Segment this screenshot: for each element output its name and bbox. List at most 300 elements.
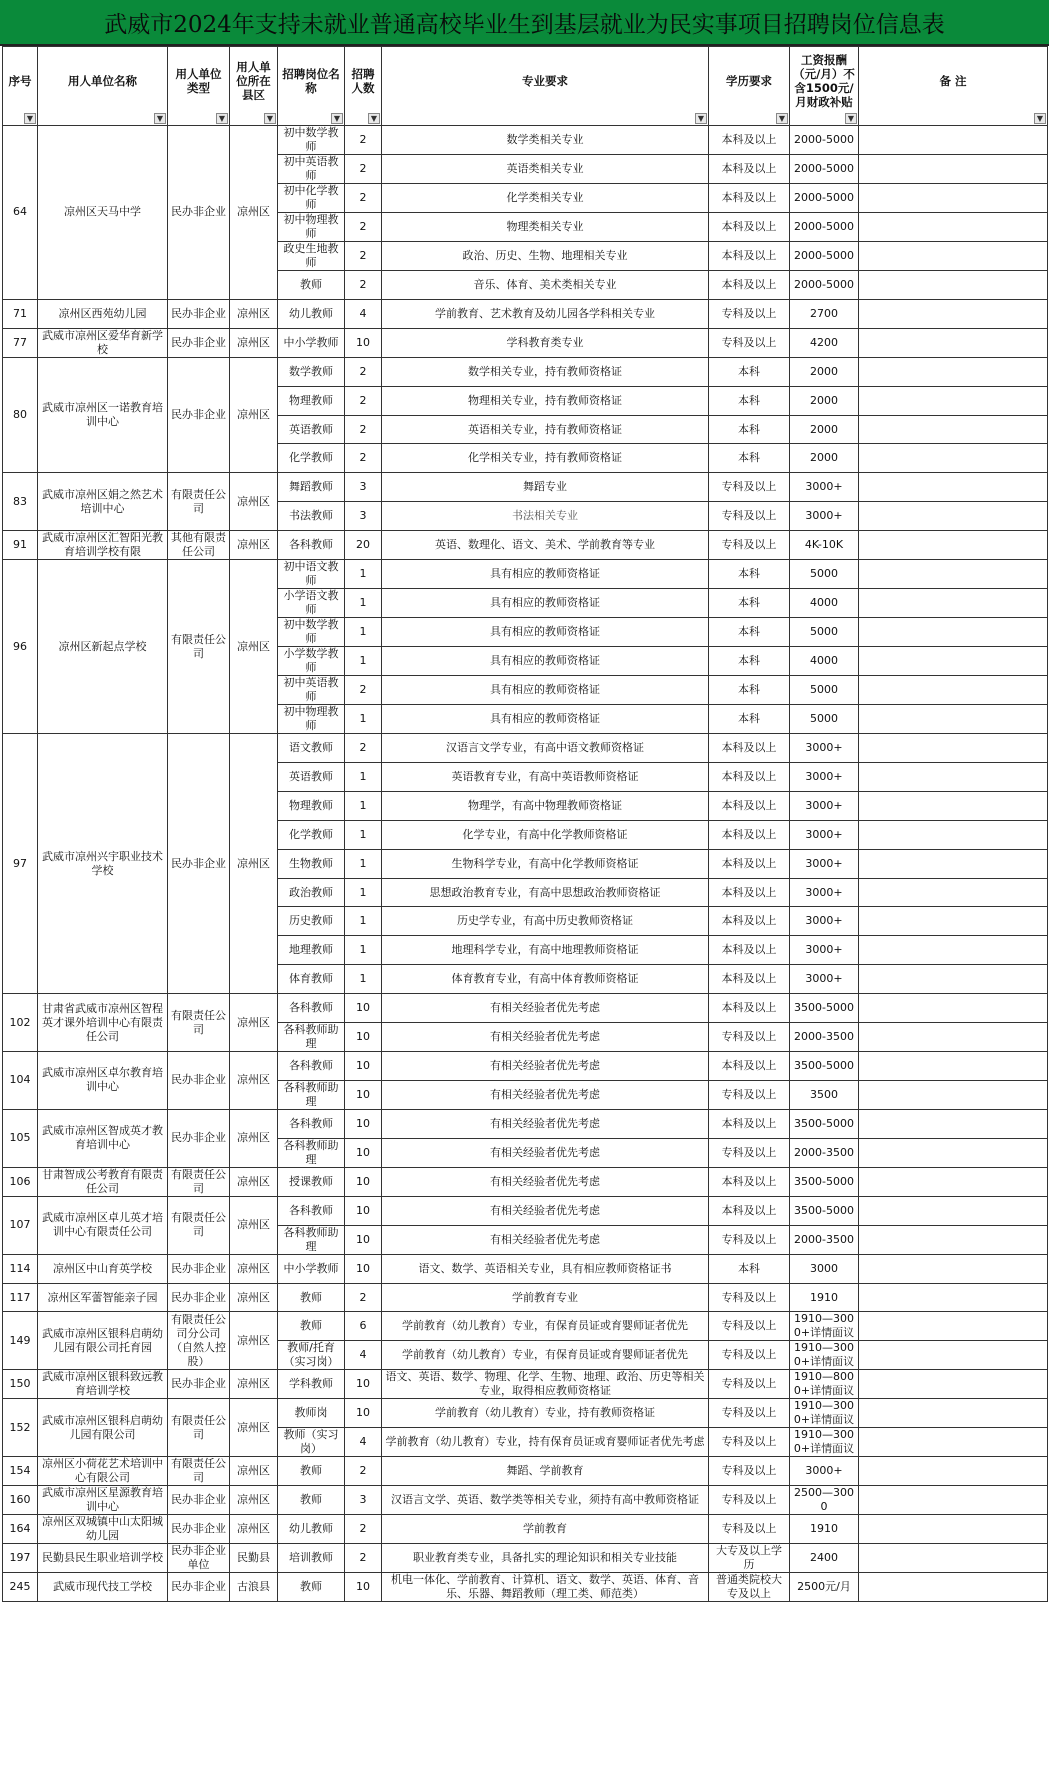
cell-education: 本科及以上 bbox=[709, 126, 790, 155]
cell-count: 2 bbox=[345, 415, 382, 444]
cell-education: 专科及以上 bbox=[709, 1486, 790, 1515]
cell-position: 教师 bbox=[278, 1312, 345, 1341]
cell-county: 凉州区 bbox=[230, 1515, 278, 1544]
cell-major: 舞蹈专业 bbox=[382, 473, 709, 502]
cell-major: 有相关经验者优先考虑 bbox=[382, 1138, 709, 1167]
cell-count: 10 bbox=[345, 1138, 382, 1167]
cell-no: 105 bbox=[3, 1109, 38, 1167]
cell-position: 英语教师 bbox=[278, 415, 345, 444]
col-header-unit: 用人单位名称 ▼ bbox=[38, 47, 168, 126]
cell-type: 其他有限责任公司 bbox=[168, 531, 230, 560]
cell-remarks bbox=[859, 705, 1048, 734]
cell-county: 凉州区 bbox=[230, 1457, 278, 1486]
recruitment-table bbox=[2, 46, 1048, 1602]
cell-remarks bbox=[859, 1283, 1048, 1312]
cell-county: 凉州区 bbox=[230, 531, 278, 560]
cell-remarks bbox=[859, 965, 1048, 994]
cell-remarks bbox=[859, 502, 1048, 531]
cell-position: 教师 bbox=[278, 1486, 345, 1515]
cell-remarks bbox=[859, 213, 1048, 242]
filter-dropdown-icon[interactable]: ▼ bbox=[776, 113, 788, 124]
cell-education: 专科及以上 bbox=[709, 1428, 790, 1457]
cell-remarks bbox=[859, 763, 1048, 792]
cell-salary: 2000 bbox=[790, 444, 859, 473]
cell-unit: 凉州区天马中学 bbox=[38, 126, 168, 300]
cell-remarks bbox=[859, 271, 1048, 300]
cell-position: 历史教师 bbox=[278, 907, 345, 936]
cell-unit: 甘肃省武威市凉州区智程英才课外培训中心有限责任公司 bbox=[38, 994, 168, 1052]
cell-count: 1 bbox=[345, 965, 382, 994]
cell-remarks bbox=[859, 1138, 1048, 1167]
cell-remarks bbox=[859, 907, 1048, 936]
cell-count: 2 bbox=[345, 155, 382, 184]
cell-education: 本科及以上 bbox=[709, 965, 790, 994]
table-row bbox=[3, 560, 1048, 589]
cell-type: 有限责任公司 bbox=[168, 560, 230, 734]
cell-remarks bbox=[859, 1341, 1048, 1370]
filter-dropdown-icon[interactable]: ▼ bbox=[264, 113, 276, 124]
cell-position: 政治教师 bbox=[278, 878, 345, 907]
table-body bbox=[3, 126, 1048, 1602]
cell-type: 有限责任公司 bbox=[168, 1457, 230, 1486]
cell-position: 物理教师 bbox=[278, 386, 345, 415]
cell-education: 本科 bbox=[709, 357, 790, 386]
cell-count: 1 bbox=[345, 618, 382, 647]
cell-education: 本科及以上 bbox=[709, 734, 790, 763]
cell-county: 凉州区 bbox=[230, 1167, 278, 1196]
cell-salary: 5000 bbox=[790, 560, 859, 589]
cell-no: 107 bbox=[3, 1196, 38, 1254]
cell-remarks bbox=[859, 1544, 1048, 1573]
cell-major: 物理学，有高中物理教师资格证 bbox=[382, 791, 709, 820]
cell-unit: 凉州区军蕾智能亲子园 bbox=[38, 1283, 168, 1312]
filter-dropdown-icon[interactable]: ▼ bbox=[1034, 113, 1046, 124]
table-row bbox=[3, 357, 1048, 386]
cell-salary: 3000+ bbox=[790, 473, 859, 502]
col-header-type: 用人单位类型 ▼ bbox=[168, 47, 230, 126]
cell-major: 数学类相关专业 bbox=[382, 126, 709, 155]
cell-salary: 4K-10K bbox=[790, 531, 859, 560]
cell-count: 1 bbox=[345, 560, 382, 589]
cell-education: 本科 bbox=[709, 589, 790, 618]
cell-type: 民办非企业 bbox=[168, 1370, 230, 1399]
table-row bbox=[3, 473, 1048, 502]
cell-unit: 武威市凉州区卓儿英才培训中心有限责任公司 bbox=[38, 1196, 168, 1254]
cell-salary: 2000-3500 bbox=[790, 1138, 859, 1167]
cell-count: 1 bbox=[345, 820, 382, 849]
filter-dropdown-icon[interactable]: ▼ bbox=[154, 113, 166, 124]
cell-count: 20 bbox=[345, 531, 382, 560]
cell-type: 民办非企业 bbox=[168, 1052, 230, 1110]
cell-unit: 民勤县民生职业培训学校 bbox=[38, 1544, 168, 1573]
cell-count: 3 bbox=[345, 1486, 382, 1515]
cell-type: 民办非企业单位 bbox=[168, 1544, 230, 1573]
cell-remarks bbox=[859, 184, 1048, 213]
cell-education: 本科及以上 bbox=[709, 878, 790, 907]
cell-major: 思想政治教育专业，有高中思想政治教师资格证 bbox=[382, 878, 709, 907]
cell-position: 幼儿教师 bbox=[278, 299, 345, 328]
cell-no: 77 bbox=[3, 328, 38, 357]
cell-education: 专科及以上 bbox=[709, 1515, 790, 1544]
cell-count: 2 bbox=[345, 676, 382, 705]
cell-major: 学前教育、艺术教育及幼儿园各学科相关专业 bbox=[382, 299, 709, 328]
cell-position: 体育教师 bbox=[278, 965, 345, 994]
cell-count: 1 bbox=[345, 791, 382, 820]
cell-major: 有相关经验者优先考虑 bbox=[382, 1080, 709, 1109]
cell-salary: 3000+ bbox=[790, 849, 859, 878]
cell-position: 教师岗 bbox=[278, 1399, 345, 1428]
table-row bbox=[3, 328, 1048, 357]
cell-major: 学科教育类专业 bbox=[382, 328, 709, 357]
cell-position: 化学教师 bbox=[278, 820, 345, 849]
cell-count: 2 bbox=[345, 1457, 382, 1486]
cell-unit: 武威市凉州区卓尔教育培训中心 bbox=[38, 1052, 168, 1110]
cell-remarks bbox=[859, 1370, 1048, 1399]
cell-salary: 1910—8000+详情面议 bbox=[790, 1370, 859, 1399]
table-row bbox=[3, 1283, 1048, 1312]
cell-major: 学前教育（幼儿教育）专业，有保育员证或育婴师证者优先 bbox=[382, 1341, 709, 1370]
cell-type: 民办非企业 bbox=[168, 1109, 230, 1167]
cell-major: 数学相关专业，持有教师资格证 bbox=[382, 357, 709, 386]
cell-position: 培训教师 bbox=[278, 1544, 345, 1573]
cell-major: 具有相应的教师资格证 bbox=[382, 618, 709, 647]
cell-remarks bbox=[859, 1052, 1048, 1081]
cell-no: 91 bbox=[3, 531, 38, 560]
cell-education: 本科及以上 bbox=[709, 1196, 790, 1225]
cell-major: 有相关经验者优先考虑 bbox=[382, 994, 709, 1023]
cell-no: 164 bbox=[3, 1515, 38, 1544]
filter-dropdown-icon[interactable]: ▼ bbox=[24, 113, 36, 124]
cell-count: 2 bbox=[345, 1283, 382, 1312]
cell-county: 凉州区 bbox=[230, 1254, 278, 1283]
cell-count: 10 bbox=[345, 994, 382, 1023]
cell-remarks bbox=[859, 242, 1048, 271]
cell-salary: 3000 bbox=[790, 1254, 859, 1283]
cell-salary: 3000+ bbox=[790, 502, 859, 531]
cell-count: 2 bbox=[345, 213, 382, 242]
table-row bbox=[3, 1399, 1048, 1428]
cell-count: 1 bbox=[345, 763, 382, 792]
col-header-major: 专业要求 ▼ bbox=[382, 47, 709, 126]
cell-no: 150 bbox=[3, 1370, 38, 1399]
cell-education: 本科及以上 bbox=[709, 1109, 790, 1138]
cell-position: 教师 bbox=[278, 1573, 345, 1602]
cell-no: 154 bbox=[3, 1457, 38, 1486]
cell-count: 10 bbox=[345, 1023, 382, 1052]
cell-salary: 3000+ bbox=[790, 820, 859, 849]
cell-salary: 3500-5000 bbox=[790, 1196, 859, 1225]
cell-salary: 2000-5000 bbox=[790, 155, 859, 184]
cell-county: 凉州区 bbox=[230, 1486, 278, 1515]
cell-major: 具有相应的教师资格证 bbox=[382, 705, 709, 734]
cell-count: 4 bbox=[345, 1428, 382, 1457]
cell-count: 2 bbox=[345, 1515, 382, 1544]
col-header-county: 用人单位所在县区 ▼ bbox=[230, 47, 278, 126]
table-row bbox=[3, 1167, 1048, 1196]
cell-type: 民办非企业 bbox=[168, 734, 230, 994]
cell-count: 2 bbox=[345, 734, 382, 763]
cell-salary: 3500-5000 bbox=[790, 1109, 859, 1138]
cell-education: 本科 bbox=[709, 444, 790, 473]
cell-major: 英语、数理化、语文、美术、学前教育等专业 bbox=[382, 531, 709, 560]
cell-remarks bbox=[859, 1486, 1048, 1515]
cell-remarks bbox=[859, 1080, 1048, 1109]
cell-county: 凉州区 bbox=[230, 994, 278, 1052]
table-row bbox=[3, 126, 1048, 155]
cell-education: 本科 bbox=[709, 386, 790, 415]
cell-unit: 武威市凉州兴宇职业技术学校 bbox=[38, 734, 168, 994]
cell-county: 凉州区 bbox=[230, 299, 278, 328]
cell-position: 各科教师 bbox=[278, 1109, 345, 1138]
header-row bbox=[3, 47, 1048, 126]
cell-remarks bbox=[859, 1023, 1048, 1052]
cell-education: 专科及以上 bbox=[709, 502, 790, 531]
cell-count: 2 bbox=[345, 184, 382, 213]
cell-no: 245 bbox=[3, 1573, 38, 1602]
cell-position: 生物教师 bbox=[278, 849, 345, 878]
cell-remarks bbox=[859, 1312, 1048, 1341]
cell-position: 授课教师 bbox=[278, 1167, 345, 1196]
cell-position: 初中物理教师 bbox=[278, 705, 345, 734]
cell-remarks bbox=[859, 473, 1048, 502]
cell-salary: 1910—3000+详情面议 bbox=[790, 1341, 859, 1370]
cell-count: 6 bbox=[345, 1312, 382, 1341]
cell-unit: 凉州区小荷花艺术培训中心有限公司 bbox=[38, 1457, 168, 1486]
cell-no: 160 bbox=[3, 1486, 38, 1515]
cell-position: 初中英语教师 bbox=[278, 155, 345, 184]
cell-position: 小学数学教师 bbox=[278, 647, 345, 676]
cell-position: 各科教师 bbox=[278, 1196, 345, 1225]
cell-education: 本科及以上 bbox=[709, 763, 790, 792]
cell-major: 学前教育（幼儿教育）专业，持有教师资格证 bbox=[382, 1399, 709, 1428]
cell-major: 英语教育专业，有高中英语教师资格证 bbox=[382, 763, 709, 792]
cell-major: 地理科学专业，有高中地理教师资格证 bbox=[382, 936, 709, 965]
cell-education: 本科及以上 bbox=[709, 791, 790, 820]
cell-unit: 武威市凉州区娟之然艺术培训中心 bbox=[38, 473, 168, 531]
cell-position: 初中语文教师 bbox=[278, 560, 345, 589]
cell-major: 物理类相关专业 bbox=[382, 213, 709, 242]
cell-unit: 武威市凉州区智成英才教育培训中心 bbox=[38, 1109, 168, 1167]
table-row bbox=[3, 1196, 1048, 1225]
cell-salary: 2000 bbox=[790, 386, 859, 415]
cell-remarks bbox=[859, 155, 1048, 184]
cell-education: 本科 bbox=[709, 560, 790, 589]
cell-position: 初中物理教师 bbox=[278, 213, 345, 242]
cell-major: 历史学专业，有高中历史教师资格证 bbox=[382, 907, 709, 936]
cell-county: 凉州区 bbox=[230, 1109, 278, 1167]
cell-education: 本科 bbox=[709, 676, 790, 705]
cell-remarks bbox=[859, 328, 1048, 357]
cell-unit: 甘肃智成公考教育有限责任公司 bbox=[38, 1167, 168, 1196]
cell-unit: 武威市凉州区银科致远教育培训学校 bbox=[38, 1370, 168, 1399]
table-row bbox=[3, 1370, 1048, 1399]
cell-count: 1 bbox=[345, 849, 382, 878]
cell-remarks bbox=[859, 878, 1048, 907]
cell-unit: 武威市凉州区星源教育培训中心 bbox=[38, 1486, 168, 1515]
filter-dropdown-icon[interactable]: ▼ bbox=[368, 113, 380, 124]
cell-major: 语文、数学、英语相关专业，具有相应教师资格证书 bbox=[382, 1254, 709, 1283]
cell-count: 1 bbox=[345, 589, 382, 618]
cell-count: 2 bbox=[345, 1544, 382, 1573]
cell-salary: 4000 bbox=[790, 589, 859, 618]
cell-education: 专科及以上 bbox=[709, 1370, 790, 1399]
cell-education: 本科及以上 bbox=[709, 936, 790, 965]
cell-count: 1 bbox=[345, 936, 382, 965]
cell-remarks bbox=[859, 444, 1048, 473]
cell-unit: 凉州区西苑幼儿园 bbox=[38, 299, 168, 328]
cell-salary: 2000-5000 bbox=[790, 184, 859, 213]
cell-education: 专科及以上 bbox=[709, 328, 790, 357]
cell-education: 专科及以上 bbox=[709, 473, 790, 502]
cell-salary: 1910—3000+详情面议 bbox=[790, 1312, 859, 1341]
cell-county: 凉州区 bbox=[230, 1196, 278, 1254]
cell-count: 3 bbox=[345, 473, 382, 502]
cell-remarks bbox=[859, 589, 1048, 618]
cell-remarks bbox=[859, 936, 1048, 965]
cell-salary: 2000 bbox=[790, 357, 859, 386]
cell-count: 2 bbox=[345, 126, 382, 155]
cell-education: 大专及以上学历 bbox=[709, 1544, 790, 1573]
cell-salary: 5000 bbox=[790, 618, 859, 647]
table-row bbox=[3, 1515, 1048, 1544]
cell-position: 幼儿教师 bbox=[278, 1515, 345, 1544]
cell-major: 学前教育（幼儿教育）专业，持有保育员证或育婴师证者优先考虑 bbox=[382, 1428, 709, 1457]
filter-active-icon[interactable]: ▼ bbox=[331, 113, 343, 124]
cell-salary: 2500元/月 bbox=[790, 1573, 859, 1602]
cell-salary: 3500-5000 bbox=[790, 994, 859, 1023]
cell-count: 1 bbox=[345, 647, 382, 676]
cell-remarks bbox=[859, 1428, 1048, 1457]
cell-position: 舞蹈教师 bbox=[278, 473, 345, 502]
cell-type: 有限责任公司 bbox=[168, 1399, 230, 1457]
cell-education: 专科及以上 bbox=[709, 1283, 790, 1312]
table-row bbox=[3, 734, 1048, 763]
cell-position: 学科教师 bbox=[278, 1370, 345, 1399]
cell-county: 凉州区 bbox=[230, 1052, 278, 1110]
cell-count: 2 bbox=[345, 386, 382, 415]
cell-education: 专科及以上 bbox=[709, 1225, 790, 1254]
cell-remarks bbox=[859, 820, 1048, 849]
cell-position: 教师 bbox=[278, 1283, 345, 1312]
cell-count: 10 bbox=[345, 1225, 382, 1254]
cell-count: 10 bbox=[345, 1109, 382, 1138]
cell-remarks bbox=[859, 1196, 1048, 1225]
cell-county: 凉州区 bbox=[230, 734, 278, 994]
cell-type: 民办非企业 bbox=[168, 1573, 230, 1602]
cell-type: 民办非企业 bbox=[168, 357, 230, 473]
cell-type: 民办非企业 bbox=[168, 1515, 230, 1544]
cell-county: 古浪县 bbox=[230, 1573, 278, 1602]
cell-remarks bbox=[859, 1254, 1048, 1283]
cell-salary: 3000+ bbox=[790, 763, 859, 792]
cell-major: 汉语言文学、英语、数学类等相关专业，须持有高中教师资格证 bbox=[382, 1486, 709, 1515]
table-row bbox=[3, 1457, 1048, 1486]
cell-education: 专科及以上 bbox=[709, 1023, 790, 1052]
cell-major: 音乐、体育、美术类相关专业 bbox=[382, 271, 709, 300]
cell-position: 各科教师 bbox=[278, 994, 345, 1023]
cell-education: 本科及以上 bbox=[709, 213, 790, 242]
cell-count: 1 bbox=[345, 705, 382, 734]
cell-education: 本科 bbox=[709, 647, 790, 676]
cell-education: 本科及以上 bbox=[709, 849, 790, 878]
cell-remarks bbox=[859, 415, 1048, 444]
table-row bbox=[3, 1544, 1048, 1573]
cell-remarks bbox=[859, 386, 1048, 415]
cell-major: 体育教育专业，有高中体育教师资格证 bbox=[382, 965, 709, 994]
cell-count: 10 bbox=[345, 1254, 382, 1283]
cell-salary: 1910 bbox=[790, 1283, 859, 1312]
cell-education: 本科及以上 bbox=[709, 820, 790, 849]
cell-type: 民办非企业 bbox=[168, 1486, 230, 1515]
cell-education: 本科 bbox=[709, 705, 790, 734]
cell-salary: 3500-5000 bbox=[790, 1052, 859, 1081]
cell-position: 教师/托育（实习岗） bbox=[278, 1341, 345, 1370]
cell-major: 英语类相关专业 bbox=[382, 155, 709, 184]
filter-dropdown-icon[interactable]: ▼ bbox=[216, 113, 228, 124]
cell-no: 149 bbox=[3, 1312, 38, 1370]
cell-count: 10 bbox=[345, 1573, 382, 1602]
cell-position: 地理教师 bbox=[278, 936, 345, 965]
cell-salary: 3000+ bbox=[790, 1457, 859, 1486]
cell-position: 初中数学教师 bbox=[278, 618, 345, 647]
cell-education: 专科及以上 bbox=[709, 1138, 790, 1167]
cell-no: 197 bbox=[3, 1544, 38, 1573]
cell-salary: 1910 bbox=[790, 1515, 859, 1544]
cell-education: 专科及以上 bbox=[709, 1341, 790, 1370]
table-row bbox=[3, 531, 1048, 560]
cell-county: 凉州区 bbox=[230, 328, 278, 357]
cell-major: 学前教育（幼儿教育）专业，有保育员证或育婴师证者优先 bbox=[382, 1312, 709, 1341]
cell-type: 有限责任公司分公司（自然人控股） bbox=[168, 1312, 230, 1370]
cell-major: 职业教育类专业，具备扎实的理论知识和相关专业技能 bbox=[382, 1544, 709, 1573]
cell-no: 96 bbox=[3, 560, 38, 734]
filter-dropdown-icon[interactable]: ▼ bbox=[695, 113, 707, 124]
cell-salary: 2000-5000 bbox=[790, 126, 859, 155]
cell-unit: 武威市现代技工学校 bbox=[38, 1573, 168, 1602]
cell-salary: 2000-5000 bbox=[790, 271, 859, 300]
cell-education: 本科及以上 bbox=[709, 1052, 790, 1081]
table-row bbox=[3, 1052, 1048, 1081]
cell-major: 具有相应的教师资格证 bbox=[382, 589, 709, 618]
filter-dropdown-icon[interactable]: ▼ bbox=[845, 113, 857, 124]
col-header-count: 招聘人数 ▼ bbox=[345, 47, 382, 126]
cell-major: 学前教育专业 bbox=[382, 1283, 709, 1312]
cell-education: 本科及以上 bbox=[709, 184, 790, 213]
cell-education: 本科及以上 bbox=[709, 242, 790, 271]
cell-remarks bbox=[859, 647, 1048, 676]
table-row bbox=[3, 994, 1048, 1023]
cell-remarks bbox=[859, 1515, 1048, 1544]
cell-remarks bbox=[859, 994, 1048, 1023]
cell-position: 英语教师 bbox=[278, 763, 345, 792]
cell-county: 凉州区 bbox=[230, 560, 278, 734]
cell-education: 本科及以上 bbox=[709, 994, 790, 1023]
cell-remarks bbox=[859, 126, 1048, 155]
cell-unit: 武威市凉州区银科启萌幼儿园有限公司托育园 bbox=[38, 1312, 168, 1370]
cell-position: 各科教师 bbox=[278, 531, 345, 560]
cell-salary: 3000+ bbox=[790, 791, 859, 820]
cell-county: 凉州区 bbox=[230, 1312, 278, 1370]
cell-education: 本科及以上 bbox=[709, 155, 790, 184]
cell-major: 有相关经验者优先考虑 bbox=[382, 1023, 709, 1052]
cell-education: 普通类院校大专及以上 bbox=[709, 1573, 790, 1602]
cell-position: 教师（实习岗） bbox=[278, 1428, 345, 1457]
cell-position: 初中英语教师 bbox=[278, 676, 345, 705]
cell-position: 初中化学教师 bbox=[278, 184, 345, 213]
cell-count: 1 bbox=[345, 878, 382, 907]
table-row bbox=[3, 1573, 1048, 1602]
cell-no: 114 bbox=[3, 1254, 38, 1283]
